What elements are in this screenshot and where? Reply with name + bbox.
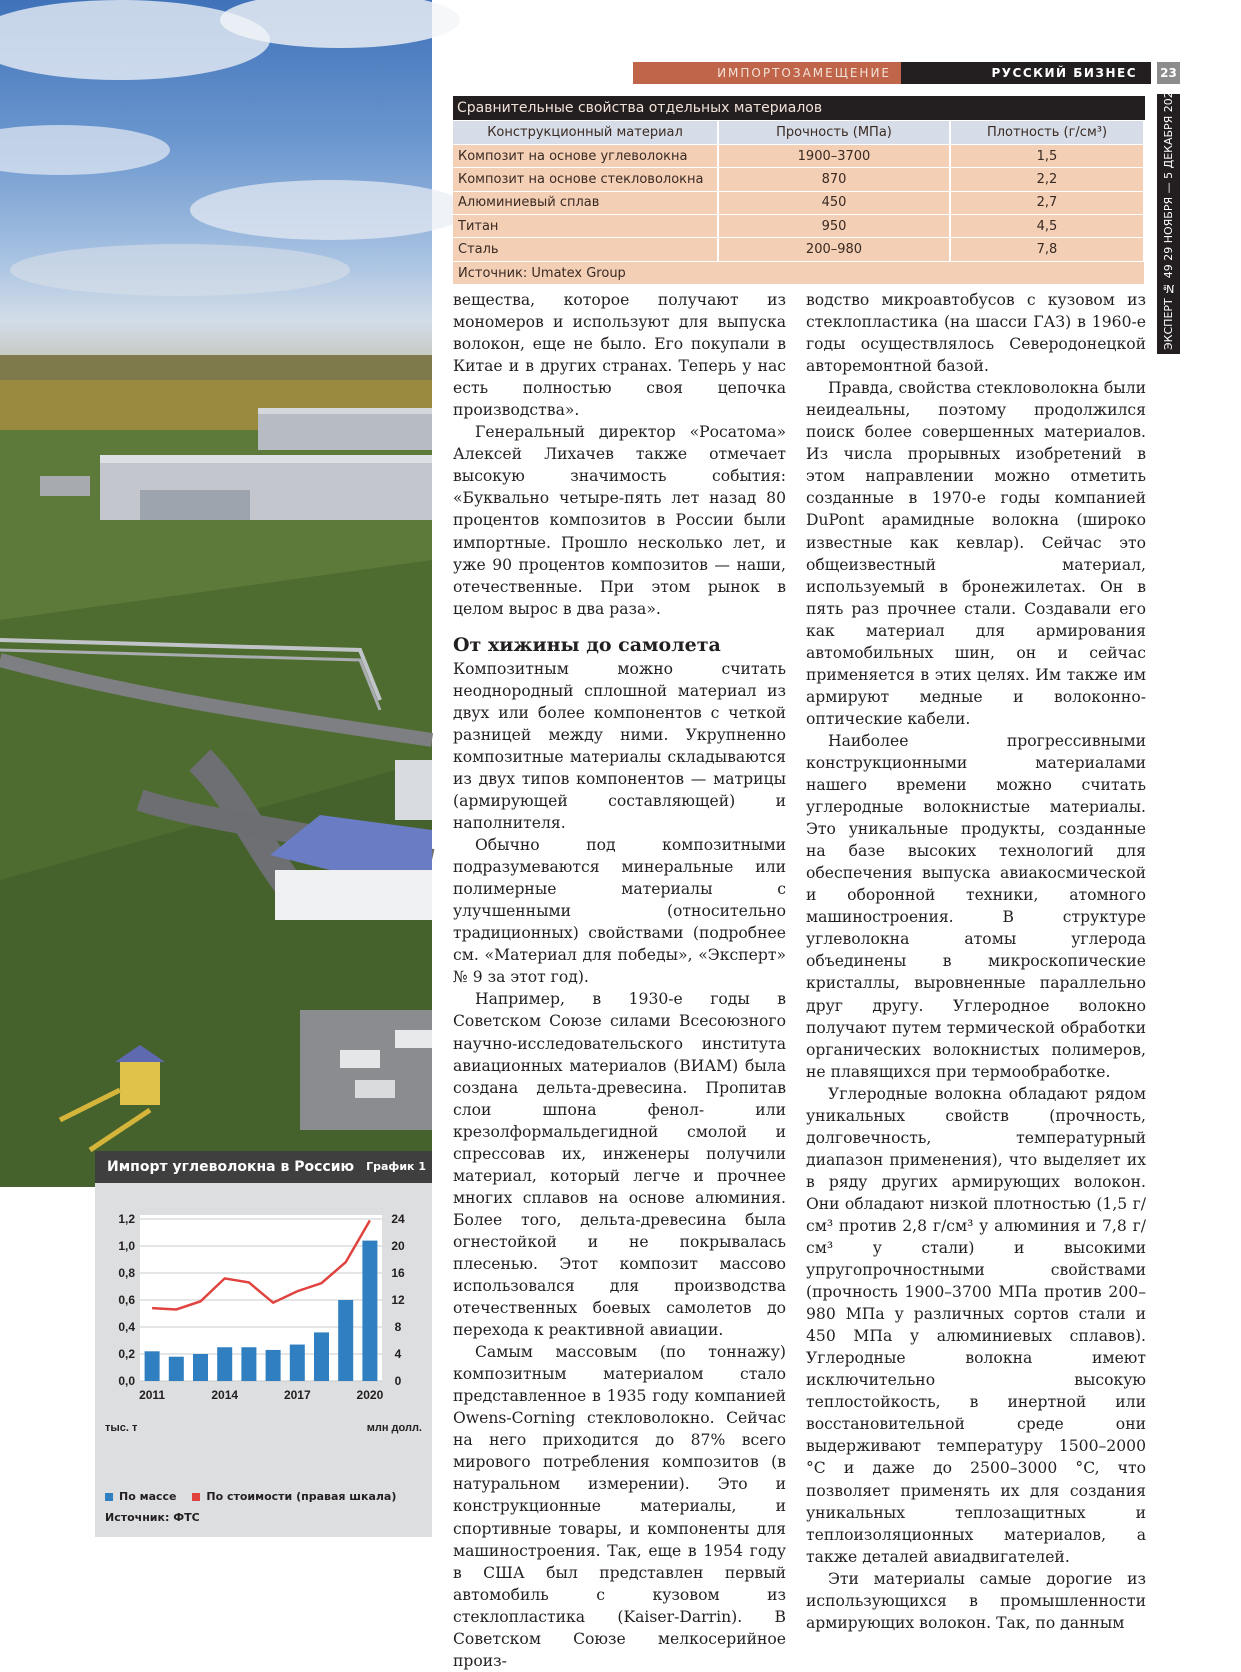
- y-tick-right: 0: [394, 1374, 402, 1388]
- y-tick-right: 4: [394, 1347, 402, 1361]
- x-tick: 2011: [139, 1388, 166, 1402]
- y-tick-right: 12: [391, 1293, 405, 1307]
- bar: [362, 1241, 377, 1381]
- bar: [266, 1350, 281, 1381]
- bar: [338, 1300, 353, 1381]
- bar: [241, 1347, 256, 1381]
- table-title: Сравнительные свойства отдельных материалов: [453, 96, 1145, 120]
- table-cell: 870: [718, 168, 950, 191]
- table-cell: 1900–3700: [718, 144, 950, 167]
- table-header-cell: Плотность (г/см³): [950, 121, 1144, 144]
- paragraph: Наиболее прогрессивными конструкционными материалами нашего времени можно считать углеродные волокнистые материалы. Это уникальные продукты, созданные на базе высоких технологий для обеспечения выпуска авиакосмической и оборонной техники, атомного машиностроения. В структуре углеволокна атомы углерода объединены в микроскопические кристаллы, выровненные параллельно друг другу. Углеродное волокно получают путем термической обработки органических волокнистых полимеров, не плавящихся при термообработке.: [806, 731, 1146, 1081]
- paragraph: Например, в 1930-е годы в Советском Союзе силами Всесоюзного научно-исследовательского института авиационных материалов (ВИАМ) была создана дельта-древесина. Пропитав слои шпона фенол- или крезолформальдегидной смолой и спрессовав их, инженеры получили материал, который легче и прочнее многих сплавов на основе алюминия. Более того, дельта-древесина была огнестойкой и не покрывалась плесенью. Этот композит массово использовался для производства отечественных боевых самолетов до перехода к реактивной авиации.: [453, 990, 786, 1340]
- table-cell: 200–980: [718, 238, 950, 261]
- legend-label-mass: По массе: [119, 1490, 177, 1503]
- paragraph: Правда, свойства стекловолокна были неидеальны, поэтому продолжился поиск более совершенных материалов. Из числа прорывных изобретений в этом направлении можно отметить созданные в 1970-е годы компанией DuPont арамидные волокна (широко известные как кевлар). Сейчас это общеизвестный материал, используемый в бронежилетах. Он в пять раз прочнее стали. Создавали его как материал для армирования автомобильных шин, он и сейчас применяется в этих целях. Им также им армируют медные и волоконно-оптические кабели.: [806, 379, 1146, 728]
- table-header-cell: Прочность (МПа): [718, 121, 950, 144]
- right-axis-unit: млн долл.: [366, 1422, 422, 1434]
- table-row: [453, 168, 1144, 191]
- paragraph: Генеральный директор «Росатома» Алексей Лихачев также отмечает высокую значимость события: «Буквально четыре-пять лет назад 80 процентов композитов в России были импортные. Прошло несколько лет, и уже 90 процентов композитов — наши, отечественные. При этом рынок в целом вырос в два раза».: [453, 423, 786, 618]
- chart-source: Источник: ФТС: [105, 1511, 200, 1524]
- table-row: [453, 144, 1144, 167]
- paragraph: водство микроавтобусов с кузовом из стеклопластика (на шасси ГАЗ) в 1960-е годы осуществлялось Северодонецкой авторемонтной базой.: [806, 291, 1146, 376]
- paragraph: Эти материалы самые дорогие из использующихся в промышленности армирующих волокон. Так, по данным: [806, 1569, 1146, 1632]
- chart-legend: [105, 1490, 396, 1503]
- y-tick-right: 16: [391, 1266, 405, 1280]
- bar: [193, 1354, 208, 1381]
- chart-plot: [95, 1183, 432, 1483]
- section-category: ИМПОРТОЗАМЕЩЕНИЕ: [633, 62, 901, 84]
- subheading: От хижины до самолета: [453, 633, 721, 656]
- x-tick: 2014: [211, 1388, 239, 1402]
- page-number: 23: [1157, 62, 1180, 84]
- x-tick: 2020: [356, 1388, 384, 1402]
- legend-label-cost: По стоимости (правая шкала): [206, 1490, 397, 1503]
- y-tick-right: 24: [391, 1212, 405, 1226]
- table-cell: Композит на основе стекловолокна: [453, 168, 718, 191]
- factory-aerial-photo: [0, 0, 432, 1187]
- paragraph: Композитным можно считать неоднородный сплошной материал из двух или более компонентов с четкой разницей между ними. Укрупненно композитные материалы складываются из двух типов компонентов — матрицы (армирующей составляющей) и наполнителя.: [453, 659, 786, 833]
- bar: [145, 1351, 160, 1381]
- table-cell: 7,8: [950, 238, 1144, 261]
- bar: [217, 1347, 232, 1381]
- paragraph: Углеродные волокна обладают рядом уникальных свойств (прочность, долговечность, температурный диапазон применения), что выделяет их в ряду других армирующих волокон. Они обладают низкой плотностью (1,5 г/см³ против 2,8 г/см³ у алюминия и 7,8 г/см³ у стали) и высокими упругопрочностными свойствами (прочность 1900–3700 МПа против 200–980 МПа у различных сортов стали и 450 МПа у алюминиевых сплавов). Углеродные волокна имеют исключительно высокую теплостойкость, в инертной или восстановительной среде они выдерживают температуру 1500–2000 °C и даже до 2500–3000 °C, что позволяет применять их для создания уникальных теплозащитных и теплоизоляционных материалов, а также деталей авиадвигателей.: [806, 1084, 1146, 1566]
- x-tick: 2017: [283, 1388, 311, 1402]
- bar: [314, 1332, 329, 1381]
- y-tick-left: 0,8: [118, 1266, 135, 1280]
- table-cell: Титан: [453, 215, 718, 238]
- legend-swatch-cost: [192, 1493, 200, 1501]
- table-row: [453, 191, 1144, 214]
- table-cell: Сталь: [453, 238, 718, 261]
- paragraph: Самым массовым (по тоннажу) композитным материалом стало представленное в 1935 году компанией Owens-Corning стекловолокно. Сейчас на него приходится до 87% всего мирового потребления композитов (в натуральном измерении). Это и конструкционные материалы, и спортивные товары, и компоненты для машиностроения. Так, еще в 1954 году в США был представлен первый автомобиль с кузовом из стеклопластика (Kaiser-Darrin). В Советском Союзе мелкосерийное произ-: [453, 1343, 786, 1670]
- y-tick-left: 0,6: [118, 1293, 135, 1307]
- table-cell: 950: [718, 215, 950, 238]
- table-source-row: [453, 261, 1144, 284]
- table-cell: 4,5: [950, 215, 1144, 238]
- article-column-2: [806, 289, 1146, 1634]
- y-tick-left: 0,2: [118, 1347, 135, 1361]
- chart-title-bar: [95, 1151, 432, 1183]
- chart-tag: График 1: [366, 1160, 426, 1173]
- table-cell: 1,5: [950, 144, 1144, 167]
- chart-title: Импорт углеволокна в Россию: [107, 1159, 355, 1175]
- paragraph: вещества, которое получают из мономеров и используют для выпуска волокон, еще не было. Его покупали в Китае и в других странах. Теперь у нас есть полностью своя цепочка производства».: [453, 291, 786, 420]
- paragraph: Обычно под композитными подразумеваются минеральные или полимерные материалы с улучшенными (относительно традиционных) свойствами (подробнее см. «Материал для победы», «Эксперт» № 9 за этот год).: [453, 836, 786, 987]
- y-tick-left: 0,4: [118, 1320, 135, 1334]
- y-tick-right: 20: [391, 1239, 405, 1253]
- photo-illustration: [0, 0, 432, 1187]
- left-axis-unit: тыс. т: [105, 1422, 138, 1434]
- table-cell: Композит на основе углеволокна: [453, 144, 718, 167]
- section-magazine: РУССКИЙ БИЗНЕС: [901, 62, 1151, 84]
- table-header-cell: Конструкционный материал: [453, 121, 718, 144]
- table-cell: 450: [718, 191, 950, 214]
- materials-table: [453, 121, 1145, 285]
- table-row: [453, 238, 1144, 261]
- table-header-row: [453, 121, 1144, 144]
- table-source: Источник: Umatex Group: [453, 261, 1144, 284]
- y-tick-right: 8: [394, 1320, 402, 1334]
- table-cell: Алюминиевый сплав: [453, 191, 718, 214]
- article-column-1: [453, 289, 786, 1672]
- y-tick-left: 0,0: [118, 1374, 135, 1388]
- bar: [169, 1357, 184, 1381]
- table-cell: 2,7: [950, 191, 1144, 214]
- table-cell: 2,2: [950, 168, 1144, 191]
- bar: [290, 1345, 305, 1381]
- y-tick-left: 1,2: [118, 1212, 135, 1226]
- issue-strip: ЭКСПЕРТ № 49 29 НОЯБРЯ — 5 ДЕКАБРЯ 2021: [1157, 94, 1180, 354]
- y-tick-left: 1,0: [118, 1239, 135, 1253]
- table-row: [453, 215, 1144, 238]
- legend-swatch-mass: [105, 1493, 113, 1501]
